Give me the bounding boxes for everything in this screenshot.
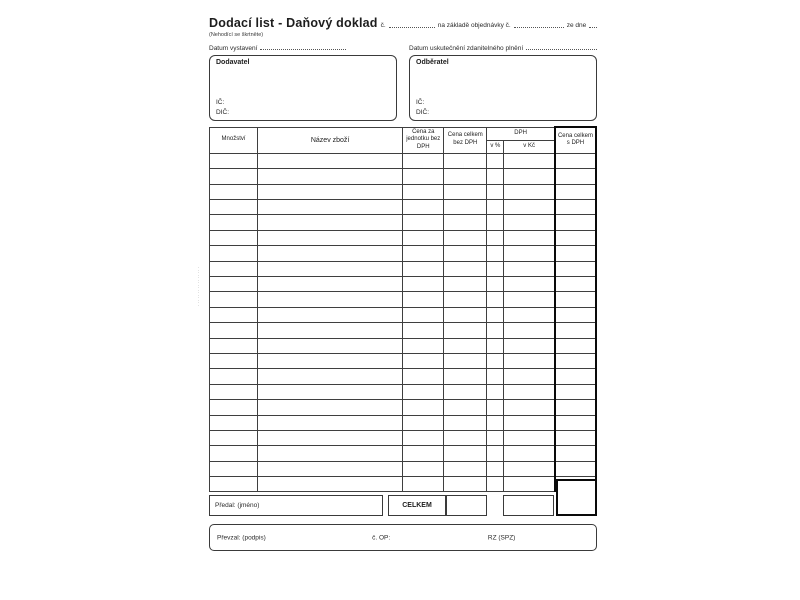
table-row bbox=[210, 446, 597, 461]
empty-cell bbox=[258, 338, 403, 353]
empty-cell bbox=[487, 246, 504, 261]
empty-cell bbox=[444, 430, 487, 445]
table-row bbox=[210, 184, 597, 199]
empty-cell bbox=[555, 307, 596, 322]
empty-cell bbox=[258, 369, 403, 384]
empty-cell bbox=[504, 384, 555, 399]
grand-total-with-vat-cell bbox=[556, 479, 597, 516]
empty-cell bbox=[444, 338, 487, 353]
empty-cell bbox=[444, 169, 487, 184]
empty-cell bbox=[444, 446, 487, 461]
customer-ic-label: IČ: bbox=[416, 98, 425, 106]
customer-title: Odběratel bbox=[416, 59, 449, 66]
taxable-supply-date-label: Datum uskutečnění zdanitelného plnění bbox=[409, 45, 524, 52]
empty-cell bbox=[403, 184, 444, 199]
table-row bbox=[210, 200, 597, 215]
table-row bbox=[210, 261, 597, 276]
empty-cell bbox=[444, 369, 487, 384]
empty-cell bbox=[210, 230, 258, 245]
empty-cell bbox=[258, 446, 403, 461]
order-label: na základě objednávky č. bbox=[437, 22, 511, 29]
empty-cell bbox=[555, 384, 596, 399]
empty-cell bbox=[504, 246, 555, 261]
empty-cell bbox=[403, 400, 444, 415]
empty-cell bbox=[403, 446, 444, 461]
empty-cell bbox=[403, 415, 444, 430]
empty-cell bbox=[210, 292, 258, 307]
table-row bbox=[210, 307, 597, 322]
empty-cell bbox=[504, 415, 555, 430]
empty-cell bbox=[258, 430, 403, 445]
table-row bbox=[210, 277, 597, 292]
empty-cell bbox=[555, 246, 596, 261]
empty-cell bbox=[487, 400, 504, 415]
empty-cell bbox=[210, 153, 258, 168]
empty-cell bbox=[444, 477, 487, 492]
customer-address-area bbox=[416, 66, 590, 98]
empty-cell bbox=[258, 184, 403, 199]
empty-cell bbox=[403, 430, 444, 445]
empty-cell bbox=[210, 246, 258, 261]
empty-cell bbox=[504, 261, 555, 276]
col-header-total-with-vat: Cena celkem s DPH bbox=[555, 127, 596, 153]
empty-cell bbox=[258, 384, 403, 399]
empty-cell bbox=[210, 307, 258, 322]
table-row bbox=[210, 430, 597, 445]
empty-cell bbox=[487, 353, 504, 368]
table-row bbox=[210, 230, 597, 245]
empty-cell bbox=[258, 461, 403, 476]
empty-cell bbox=[504, 184, 555, 199]
empty-cell bbox=[504, 369, 555, 384]
vat-czk-total-cell bbox=[503, 495, 554, 516]
empty-cell bbox=[504, 277, 555, 292]
customer-dic-label: DIČ: bbox=[416, 108, 429, 116]
number-dotted-line bbox=[389, 27, 435, 28]
received-label: Převzal: (podpis) bbox=[217, 534, 266, 542]
empty-cell bbox=[487, 307, 504, 322]
empty-cell bbox=[403, 153, 444, 168]
table-row bbox=[210, 384, 597, 399]
items-table bbox=[209, 126, 597, 492]
empty-cell bbox=[487, 277, 504, 292]
handed-over-box bbox=[209, 495, 383, 516]
empty-cell bbox=[210, 277, 258, 292]
issue-date-label: ze dne bbox=[566, 22, 587, 29]
empty-cell bbox=[258, 415, 403, 430]
empty-cell bbox=[210, 415, 258, 430]
empty-cell bbox=[403, 353, 444, 368]
table-row bbox=[210, 323, 597, 338]
empty-cell bbox=[444, 353, 487, 368]
empty-cell bbox=[210, 215, 258, 230]
supplier-ic-label: IČ: bbox=[216, 98, 225, 106]
empty-cell bbox=[487, 415, 504, 430]
table-body bbox=[210, 153, 597, 492]
table-row bbox=[210, 400, 597, 415]
col-header-quantity: Množství bbox=[210, 127, 258, 153]
empty-cell bbox=[258, 292, 403, 307]
total-label-cell: CELKEM bbox=[388, 495, 446, 516]
empty-cell bbox=[504, 338, 555, 353]
empty-cell bbox=[444, 153, 487, 168]
taxable-date-group bbox=[409, 45, 597, 52]
empty-cell bbox=[487, 169, 504, 184]
empty-cell bbox=[555, 461, 596, 476]
empty-cell bbox=[258, 261, 403, 276]
table-row bbox=[210, 215, 597, 230]
id-card-label: č. OP: bbox=[372, 534, 391, 542]
empty-cell bbox=[210, 261, 258, 276]
empty-cell bbox=[487, 200, 504, 215]
empty-cell bbox=[403, 307, 444, 322]
col-header-vat-group: DPH bbox=[487, 127, 555, 140]
empty-cell bbox=[444, 230, 487, 245]
delivery-note-form bbox=[196, 16, 597, 551]
empty-cell bbox=[555, 338, 596, 353]
table-row bbox=[210, 338, 597, 353]
empty-cell bbox=[487, 446, 504, 461]
empty-cell bbox=[258, 323, 403, 338]
empty-cell bbox=[487, 323, 504, 338]
empty-cell bbox=[403, 246, 444, 261]
empty-cell bbox=[403, 215, 444, 230]
empty-cell bbox=[444, 184, 487, 199]
empty-cell bbox=[555, 446, 596, 461]
empty-cell bbox=[444, 200, 487, 215]
strike-note: (Nehodící se škrtněte) bbox=[209, 32, 264, 38]
empty-cell bbox=[487, 461, 504, 476]
supplier-address-area bbox=[216, 66, 390, 98]
empty-cell bbox=[555, 200, 596, 215]
date-issued-label: Datum vystavení bbox=[209, 45, 258, 52]
table-row bbox=[210, 169, 597, 184]
total-no-vat-value-cell bbox=[446, 495, 487, 516]
empty-cell bbox=[504, 461, 555, 476]
empty-cell bbox=[504, 477, 555, 492]
empty-cell bbox=[210, 384, 258, 399]
form-header bbox=[209, 16, 597, 30]
empty-cell bbox=[487, 384, 504, 399]
empty-cell bbox=[504, 430, 555, 445]
empty-cell bbox=[555, 323, 596, 338]
empty-cell bbox=[504, 307, 555, 322]
empty-cell bbox=[210, 338, 258, 353]
empty-cell bbox=[487, 153, 504, 168]
empty-cell bbox=[504, 169, 555, 184]
empty-cell bbox=[487, 292, 504, 307]
supplier-title: Dodavatel bbox=[216, 59, 250, 66]
form-title: Dodací list - Daňový doklad bbox=[209, 16, 378, 30]
empty-cell bbox=[444, 246, 487, 261]
empty-cell bbox=[444, 384, 487, 399]
col-header-vat-czk: v Kč bbox=[504, 140, 555, 153]
table-row bbox=[210, 461, 597, 476]
empty-cell bbox=[487, 184, 504, 199]
empty-cell bbox=[258, 400, 403, 415]
empty-cell bbox=[403, 200, 444, 215]
empty-cell bbox=[555, 184, 596, 199]
table-row bbox=[210, 477, 597, 492]
empty-cell bbox=[555, 169, 596, 184]
empty-cell bbox=[555, 415, 596, 430]
table-row bbox=[210, 292, 597, 307]
empty-cell bbox=[210, 461, 258, 476]
empty-cell bbox=[444, 415, 487, 430]
empty-cell bbox=[444, 277, 487, 292]
empty-cell bbox=[504, 323, 555, 338]
empty-cell bbox=[403, 230, 444, 245]
empty-cell bbox=[258, 200, 403, 215]
issue-date-dotted-line bbox=[589, 27, 597, 28]
empty-cell bbox=[258, 477, 403, 492]
empty-cell bbox=[403, 261, 444, 276]
empty-cell bbox=[258, 246, 403, 261]
empty-cell bbox=[555, 153, 596, 168]
empty-cell bbox=[210, 200, 258, 215]
empty-cell bbox=[258, 353, 403, 368]
empty-cell bbox=[504, 353, 555, 368]
empty-cell bbox=[258, 307, 403, 322]
empty-cell bbox=[210, 169, 258, 184]
empty-cell bbox=[504, 215, 555, 230]
empty-cell bbox=[487, 215, 504, 230]
number-label: č. bbox=[380, 22, 386, 29]
empty-cell bbox=[210, 369, 258, 384]
empty-cell bbox=[504, 292, 555, 307]
supplier-box bbox=[209, 55, 397, 121]
empty-cell bbox=[504, 153, 555, 168]
empty-cell bbox=[258, 169, 403, 184]
empty-cell bbox=[403, 169, 444, 184]
empty-cell bbox=[403, 369, 444, 384]
empty-cell bbox=[487, 230, 504, 245]
empty-cell bbox=[403, 461, 444, 476]
empty-cell bbox=[487, 261, 504, 276]
empty-cell bbox=[487, 430, 504, 445]
empty-cell bbox=[258, 277, 403, 292]
empty-cell bbox=[444, 323, 487, 338]
empty-cell bbox=[555, 430, 596, 445]
table-row bbox=[210, 369, 597, 384]
received-box bbox=[209, 524, 597, 551]
empty-cell bbox=[403, 292, 444, 307]
empty-cell bbox=[403, 477, 444, 492]
empty-cell bbox=[555, 277, 596, 292]
plate-label: RZ (SPZ) bbox=[487, 534, 516, 542]
customer-box bbox=[409, 55, 597, 121]
empty-cell bbox=[504, 230, 555, 245]
empty-cell bbox=[210, 323, 258, 338]
empty-cell bbox=[210, 400, 258, 415]
empty-cell bbox=[555, 400, 596, 415]
side-print-code: ················ bbox=[196, 266, 201, 306]
table-row bbox=[210, 153, 597, 168]
empty-cell bbox=[210, 430, 258, 445]
order-dotted-line bbox=[514, 27, 564, 28]
empty-cell bbox=[258, 230, 403, 245]
empty-cell bbox=[487, 338, 504, 353]
empty-cell bbox=[403, 384, 444, 399]
col-header-vat-percent: v % bbox=[487, 140, 504, 153]
empty-cell bbox=[210, 446, 258, 461]
date-lines bbox=[209, 45, 597, 52]
empty-cell bbox=[444, 292, 487, 307]
empty-cell bbox=[210, 477, 258, 492]
empty-cell bbox=[444, 400, 487, 415]
empty-cell bbox=[258, 215, 403, 230]
empty-cell bbox=[487, 477, 504, 492]
party-boxes bbox=[209, 55, 597, 121]
items-table-header bbox=[210, 127, 597, 153]
taxable-supply-dotted-line bbox=[526, 49, 597, 50]
empty-cell bbox=[258, 153, 403, 168]
empty-cell bbox=[210, 353, 258, 368]
empty-cell bbox=[403, 277, 444, 292]
col-header-total-no-vat: Cena celkem bez DPH bbox=[444, 127, 487, 153]
table-row bbox=[210, 353, 597, 368]
empty-cell bbox=[444, 215, 487, 230]
empty-cell bbox=[504, 400, 555, 415]
empty-cell bbox=[444, 307, 487, 322]
empty-cell bbox=[555, 292, 596, 307]
empty-cell bbox=[555, 353, 596, 368]
empty-cell bbox=[210, 184, 258, 199]
date-issued-dotted-line bbox=[260, 49, 346, 50]
empty-cell bbox=[504, 200, 555, 215]
empty-cell bbox=[555, 369, 596, 384]
supplier-dic-label: DIČ: bbox=[216, 108, 229, 116]
empty-cell bbox=[444, 261, 487, 276]
table-row bbox=[210, 246, 597, 261]
col-header-unit-price: Cena za jednotku bez DPH bbox=[403, 127, 444, 153]
empty-cell bbox=[555, 230, 596, 245]
table-row bbox=[210, 415, 597, 430]
issue-date-group bbox=[209, 45, 397, 52]
totals-row bbox=[209, 495, 597, 516]
empty-cell bbox=[403, 323, 444, 338]
empty-cell bbox=[555, 215, 596, 230]
empty-cell bbox=[555, 261, 596, 276]
empty-cell bbox=[444, 461, 487, 476]
empty-cell bbox=[403, 338, 444, 353]
handed-over-label: Předal: (jméno) bbox=[215, 502, 260, 510]
empty-cell bbox=[504, 446, 555, 461]
col-header-item-name: Název zboží bbox=[258, 127, 403, 153]
empty-cell bbox=[487, 369, 504, 384]
